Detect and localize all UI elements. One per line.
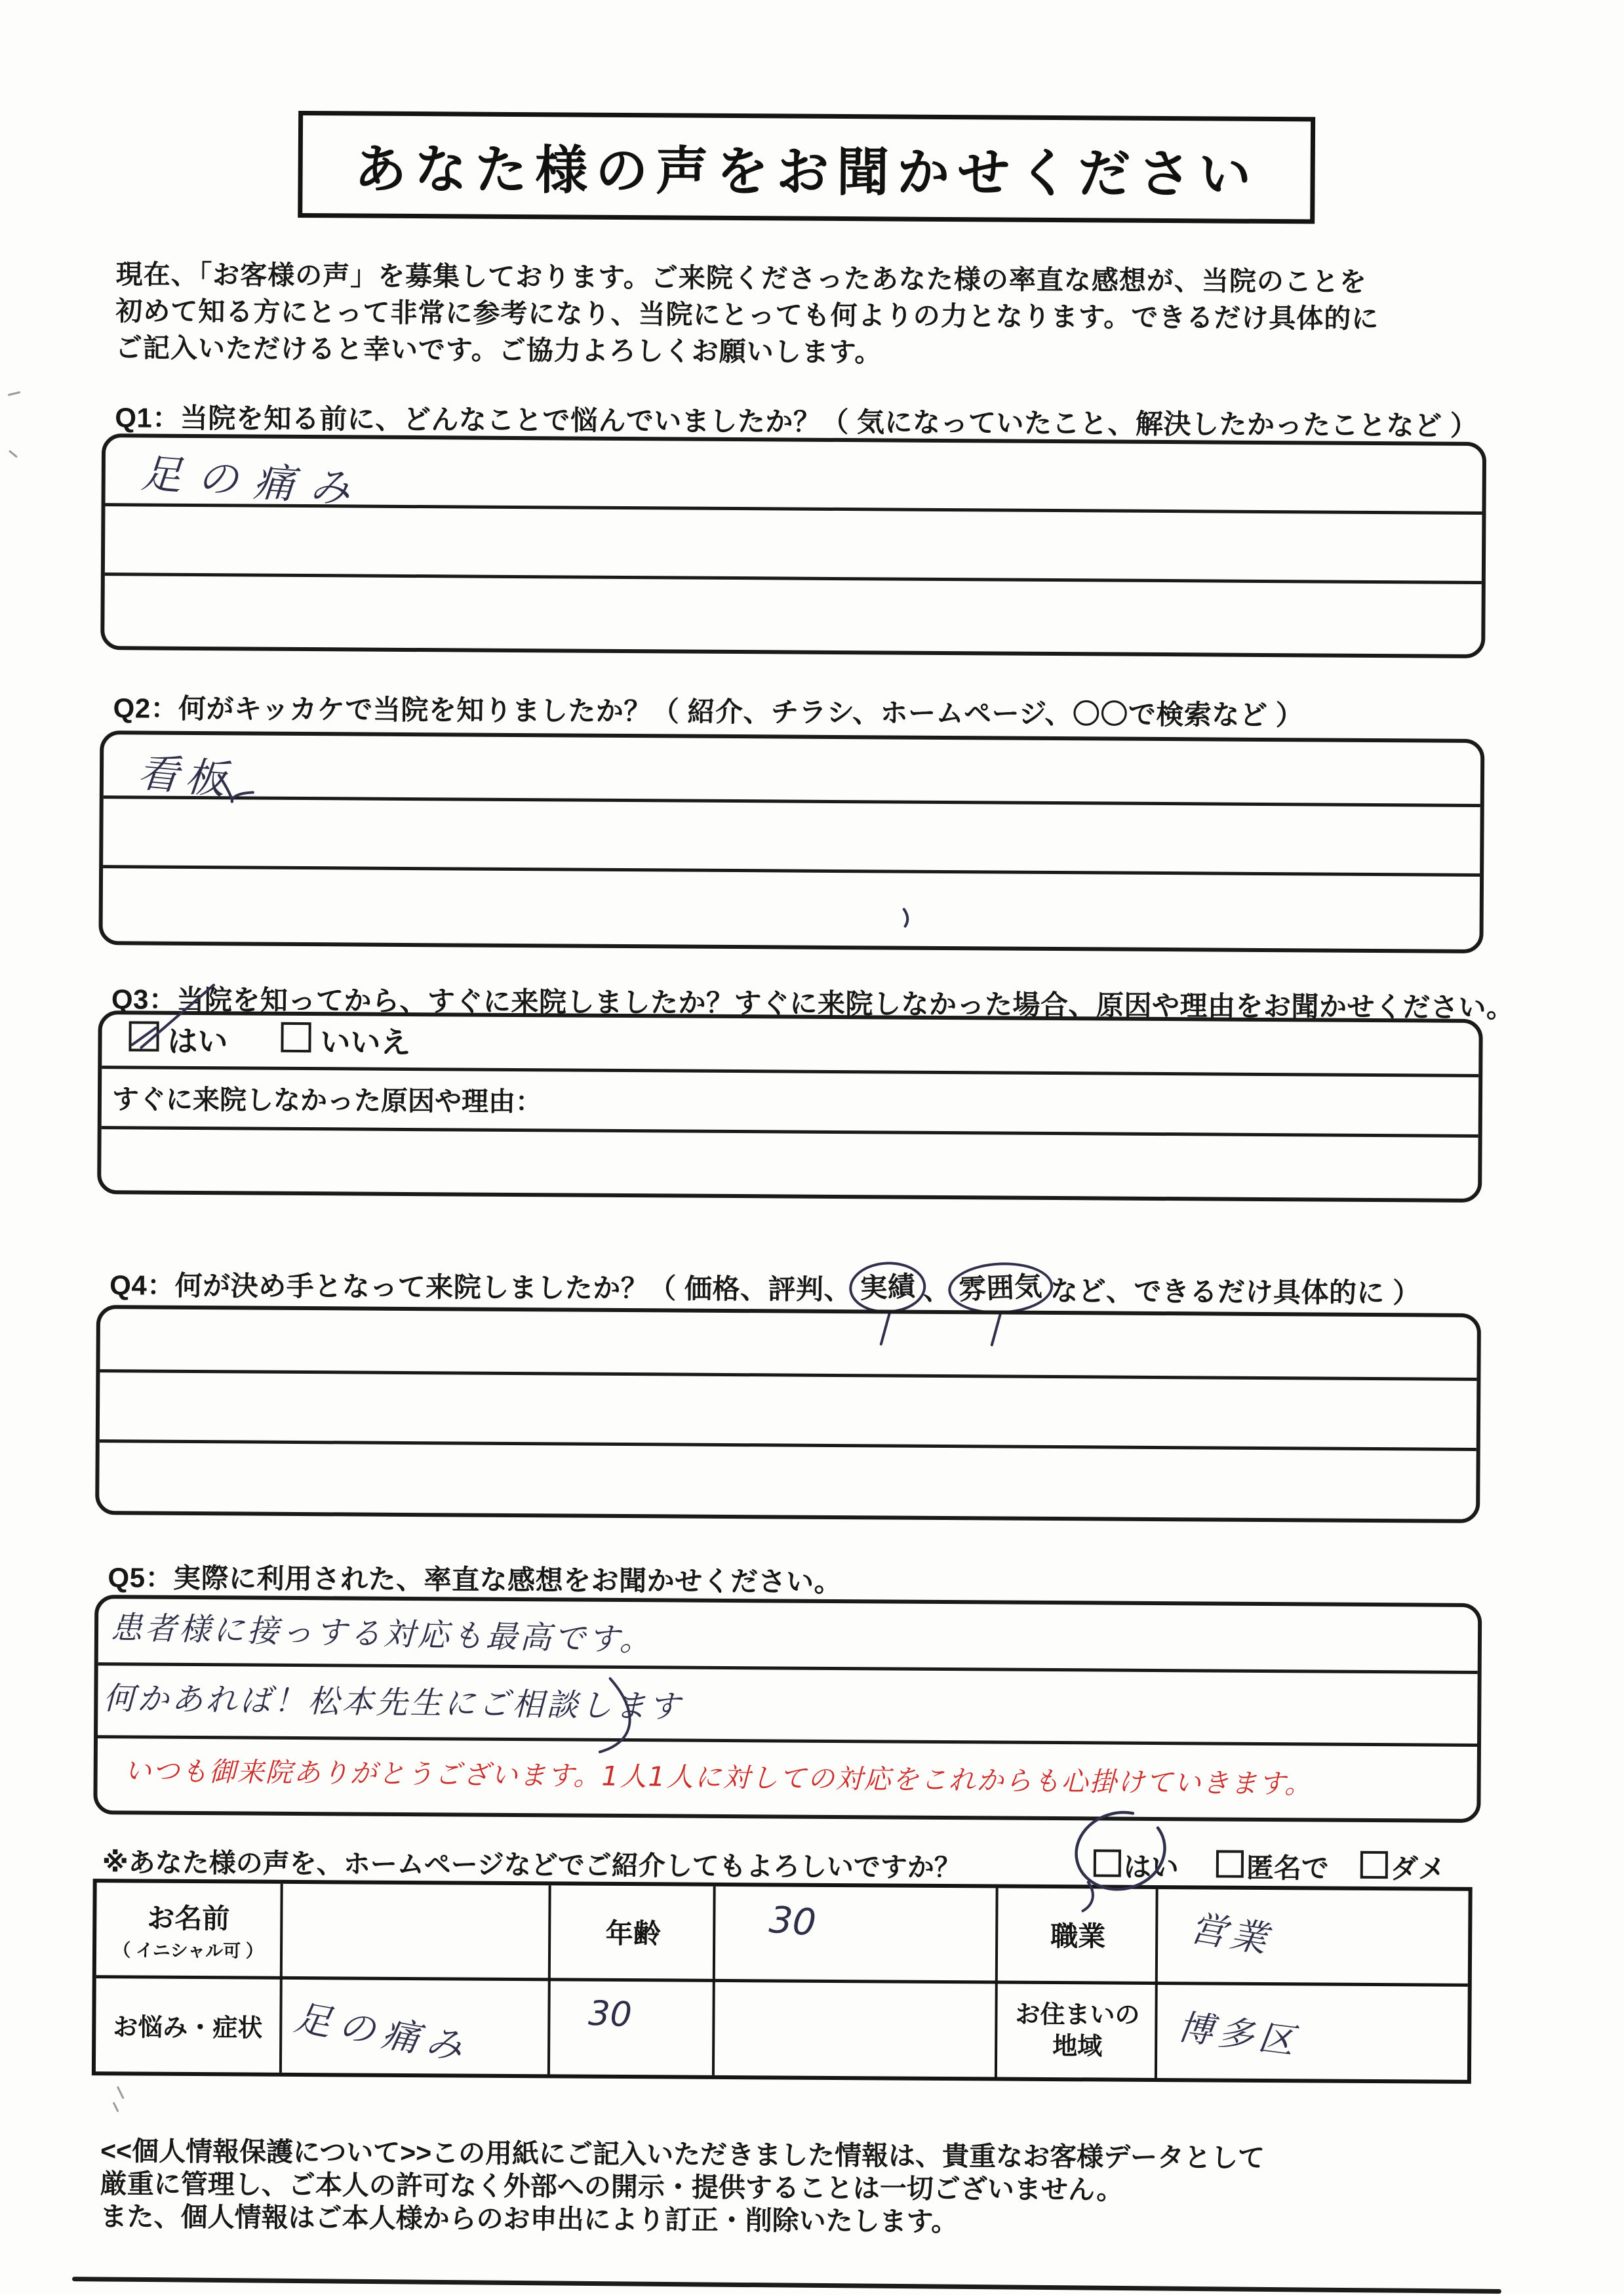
page-title: あなた様の声をお聞かせください (353, 140, 1259, 204)
ruled-line (105, 572, 1482, 584)
q5-answer-line2-handwriting: 何かあれば！松本先生にご相談します (102, 1680, 683, 1726)
q4-circled-word: 雰囲気 (958, 1270, 1043, 1306)
consent-anonymous-label: 匿名で (1246, 1852, 1330, 1884)
intro-line: 現在、「お客様の声」を募集しております。ご来院くださったあなた様の率直な感想が、当院のことを (115, 259, 1367, 297)
consent-anonymous-checkbox[interactable] (1216, 1850, 1244, 1878)
table-empty-cell[interactable] (716, 1982, 997, 2077)
age2-handwriting: 30 (587, 1993, 633, 2035)
table-job-value-cell[interactable] (1159, 1889, 1469, 1983)
consent-no-label: ダメ (1390, 1853, 1446, 1885)
privacy-line: 厳重に管理し、ご本人の許可なく外部への開示・提供することは一切ございません。 (100, 2168, 1124, 2205)
job-handwriting: 営業 (1187, 1906, 1275, 1962)
consent-yes-checkbox[interactable] (1094, 1849, 1121, 1877)
q3-yes-checkbox[interactable] (129, 1021, 159, 1051)
ruled-line (100, 1439, 1476, 1451)
ruled-line (103, 865, 1480, 877)
name-label: お名前 (147, 1902, 230, 1934)
q5-clinic-reply-handwriting: いつも御来院ありがとうございます。1人1人に対しての対応をこれからも心掛けていきます。 (124, 1755, 1313, 1800)
age-label: 年齢 (605, 1917, 661, 1949)
table-symptom-header (96, 1978, 280, 2073)
title-box (298, 111, 1315, 224)
table-age-value-cell[interactable] (717, 1886, 997, 1980)
table-name-header (96, 1883, 281, 1976)
margin-speck (10, 451, 16, 456)
q2-answer-handwriting: 看板 (136, 748, 235, 805)
scan-edge-line (72, 2277, 1501, 2294)
q4-label-separator: 、 (922, 1274, 951, 1306)
ruled-line (98, 1735, 1477, 1747)
q3-reason-label: すぐに来院しなかった原因や理由： (111, 1084, 543, 1117)
ruled-line (102, 1126, 1478, 1138)
intro-line: ご記入いただけると幸いです。ご協力よろしくお願いします。 (115, 332, 882, 368)
q4-label-suffix: など、できるだけ具体的に ） (1050, 1275, 1421, 1309)
area-handwriting: 博多区 (1175, 2006, 1302, 2063)
intro-line: 初めて知る方にとって非常に参考になり、当院にとっても何よりの力となります。できるだけ具体的に (115, 296, 1379, 334)
q3-yes-label: はい (167, 1024, 228, 1059)
ruled-line (98, 1662, 1478, 1674)
q4-pen-circle-funiki (947, 1260, 1054, 1316)
q4-pen-circle-jisseki (848, 1260, 926, 1315)
job-label: 職業 (1050, 1921, 1106, 1952)
age-handwriting: 30 (767, 1898, 818, 1945)
q3-label: Q3：当院を知ってから、すぐに来院しましたか？すぐに来院しなかった場合、原因や理由をお聞かせください。 (111, 984, 1515, 1024)
name-note: （ イニシャル可 ） (113, 1940, 264, 1961)
table-area-header (999, 1984, 1157, 2078)
table-name-value-cell[interactable] (284, 1884, 441, 1976)
q2-answer-box[interactable] (98, 730, 1484, 953)
area-label: お住まいの地域 (1015, 2001, 1140, 2060)
q4-circled-word: 実績 (858, 1270, 916, 1304)
ruled-line (100, 1369, 1476, 1381)
table-age-header (552, 1885, 715, 1978)
table-age2-cell[interactable] (551, 1980, 714, 2075)
q5-label: Q5：実際に利用された、率直な感想をお聞かせください。 (108, 1562, 842, 1598)
consent-yes-label: はい (1123, 1851, 1179, 1883)
q1-answer-handwriting: 足の痛み (139, 449, 368, 514)
consent-label: ※あなた様の声を、ホームページなどでご紹介してもよろしいですか？ (102, 1847, 962, 1883)
q5-answer-line1-handwriting: 患者様に接っする対応も最高です。 (110, 1609, 654, 1659)
q4-answer-box[interactable] (95, 1305, 1481, 1523)
table-area-value-cell[interactable] (1159, 1984, 1468, 2080)
symptom-handwriting: 足の痛み (290, 1996, 475, 2071)
q1-label: Q1：当院を知る前に、どんなことで悩んでいましたか？（ 気になっていたこと、解決したかったことなど ） (115, 402, 1478, 441)
margin-speck (118, 2087, 123, 2098)
consent-no-checkbox[interactable] (1360, 1851, 1388, 1879)
table-job-header (999, 1888, 1157, 1981)
q2-label: Q2：何がキッカケで当院を知りましたか？（ 紹介、チラシ、ホームページ、〇〇で検索など ） (113, 692, 1304, 731)
table-symptom-value-cell[interactable] (283, 1979, 475, 2073)
q4-label-prefix: Q4：何が決め手となって来院しましたか？（ 価格、評判、 (109, 1269, 852, 1306)
symptom-label: お悩み・症状 (113, 2014, 263, 2043)
ruled-line (104, 795, 1480, 807)
q3-no-checkbox[interactable] (281, 1022, 311, 1052)
ruled-line (102, 1066, 1478, 1077)
margin-speck (114, 2103, 118, 2111)
privacy-line: また、個人情報はご本人様からのお申出により訂正・削除いたします。 (100, 2201, 959, 2237)
margin-speck (9, 392, 20, 395)
privacy-line: <<個人情報保護について>>この用紙にご記入いただきました情報は、貴重なお客様データとして (100, 2136, 1265, 2174)
q3-no-label: いいえ (320, 1025, 411, 1060)
